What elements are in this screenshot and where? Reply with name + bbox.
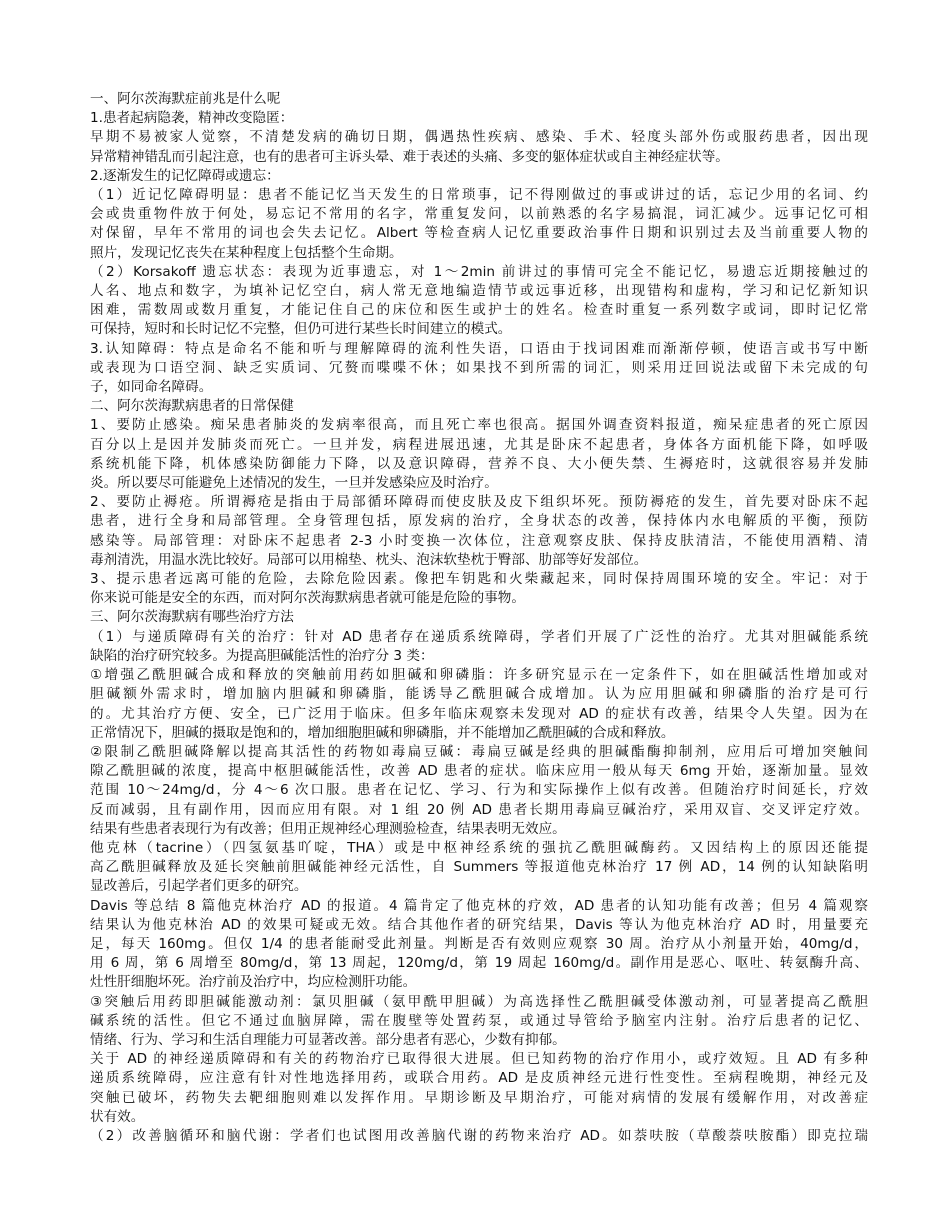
text-line: 突触已破坏，药物失去靶细胞则难以发挥作用。早期诊断及早期治疗，可能对病情的发展有缓解作用，对改善症 xyxy=(90,1089,868,1106)
text-line: 3、提示患者远离可能的危险，去除危险因素。像把车钥匙和火柴藏起来，同时保持周围环境的安全。牢记：对于 xyxy=(90,571,868,588)
text-line: 状有效。 xyxy=(90,1108,145,1125)
text-line: （2）Korsakoff 遗忘状态：表现为近事遗忘，对 1～2min 前讲过的事情可完全不能记忆，易遗忘近期接触过的 xyxy=(90,263,868,280)
text-line: 可保持，短时和长时记忆不完整，但仍可进行某些长时间建立的模式。 xyxy=(90,321,512,338)
text-line: ③突触后用药即胆碱能激动剂：氯贝胆碱（氨甲酰甲胆碱）为高选择性乙酰胆碱受体激动剂，可显著提高乙酰胆 xyxy=(90,993,868,1010)
text-line: 1.患者起病隐袭，精神改变隐匿： xyxy=(90,110,294,127)
text-line: 困难，需数周或数月重复，才能记住自己的床位和医生或护士的姓名。检查时重复一系列数字或词，即时记忆常 xyxy=(90,302,868,319)
text-line: 结果认为他克林治 AD 的效果可疑或无效。结合其他作者的研究结果，Davis 等认为他克林治疗 AD 时，用量要充 xyxy=(90,916,868,933)
text-line: 胆碱额外需求时，增加脑内胆碱和卵磷脂，能诱导乙酰胆碱合成增加。认为应用胆碱和卵磷脂的治疗是可行 xyxy=(90,686,868,703)
text-line: 递质系统障碍，应注意有针对性地选择用药，或联合用药。AD 是皮质神经元进行性变性。至病程晚期，神经元及 xyxy=(90,1070,868,1087)
text-line: 早期不易被家人觉察，不清楚发病的确切日期，偶遇热性疾病、感染、手术、轻度头部外伤或服药患者，因出现 xyxy=(90,129,868,146)
text-line: 3.认知障碍：特点是命名不能和听与理解障碍的流利性失语，口语由于找词困难而渐渐停顿，使语言或书写中断 xyxy=(90,340,868,357)
text-line: 关于 AD 的神经递质障碍和有关的药物治疗已取得很大进展。但已知药物的治疗作用小，或疗效短。且 AD 有多种 xyxy=(90,1051,868,1068)
text-line: 感染等。局部管理：对卧床不起患者 2-3 小时变换一次体位，注意观察皮肤、保持皮肤清洁，不能使用酒精、清 xyxy=(90,532,868,549)
text-line: ①增强乙酰胆碱合成和释放的突触前用药如胆碱和卵磷脂：许多研究显示在一定条件下，如在胆碱活性增加或对 xyxy=(90,667,868,684)
text-line: 2、要防止褥疮。所谓褥疮是指由于局部循环障碍而使皮肤及皮下组织坏死。预防褥疮的发生，首先要对卧床不起 xyxy=(90,494,868,511)
text-line: 足，每天 160mg。但仅 1/4 的患者能耐受此剂量。判断是否有效则应观察 30 周。治疗从小剂量开始，40mg/d， xyxy=(90,935,868,952)
text-line: Davis 等总结 8 篇他克林治疗 AD 的报道。4 篇肯定了他克林的疗效，AD 患者的认知功能有改善；但另 4 篇观察 xyxy=(90,897,868,914)
text-line: 患者，进行全身和局部管理。全身管理包括，原发病的治疗，全身状态的改善，保持体内水电解质的平衡，预防 xyxy=(90,513,868,530)
text-line: ②限制乙酰胆碱降解以提高其活性的药物如毒扁豆碱：毒扁豆碱是经典的胆碱酯酶抑制剂，应用后可增加突触间 xyxy=(90,743,868,760)
text-line: 或表现为口语空洞、缺乏实质词、冗赘而喋喋不休；如果找不到所需的词汇，则采用迂回说法或留下未完成的句 xyxy=(90,359,868,376)
text-line: 结果有些患者表现行为有改善；但用正规神经心理测验检查，结果表明无效应。 xyxy=(90,820,566,837)
text-line: 1、要防止感染。痴呆患者肺炎的发病率很高，而且死亡率也很高。据国外调查资料报道，痴呆症患者的死亡原因 xyxy=(90,417,868,434)
text-line: 二、阿尔茨海默病患者的日常保健 xyxy=(90,398,294,415)
text-line: 高乙酰胆碱释放及延长突触前胆碱能神经元活性，自 Summers 等报道他克林治疗 17 例 AD，14 例的认知缺陷明 xyxy=(90,859,868,876)
text-line: 会或贵重物件放于何处，易忘记不常用的名字，常重复发问，以前熟悉的名字易搞混，词汇减少。远事记忆可相 xyxy=(90,206,868,223)
text-line: 情绪、行为、学习和生活自理能力可显著改善。部分患者有恶心，少数有抑郁。 xyxy=(90,1031,566,1048)
text-line: 子，如同命名障碍。 xyxy=(90,379,213,396)
text-line: 三、阿尔茨海默病有哪些治疗方法 xyxy=(90,609,294,626)
text-line: 正常情况下，胆碱的摄取是饱和的，增加细胞胆碱和卵磷脂，并不能增加乙酰胆碱的合成和释放。 xyxy=(90,724,675,741)
text-line: 异常精神错乱而引起注意，也有的患者可主诉头晕、难于表述的头痛、多变的躯体症状或自主神经症状等。 xyxy=(90,148,729,165)
text-line: 隙乙酰胆碱的浓度，提高中枢胆碱能活性，改善 AD 患者的症状。临床应用一般从每天 6mg 开始，逐渐加量。显效 xyxy=(90,763,868,780)
text-line: 人名、地点和数字，为填补记忆空白，病人常无意地编造情节或远事近移，出现错构和虚构，学习和记忆新知识 xyxy=(90,283,868,300)
text-line: 用 6 周，第 6 周增至 80mg/d，第 13 周起，120mg/d，第 19 周起 160mg/d。副作用是恶心、呕吐、转氨酶升高、 xyxy=(90,955,868,972)
text-line: 灶性肝细胞坏死。治疗前及治疗中，均应检测肝功能。 xyxy=(90,974,417,991)
text-line: 照片，发现记忆丧失在某种程度上包括整个生命期。 xyxy=(90,244,403,261)
text-line: （1）与递质障碍有关的治疗：针对 AD 患者存在递质系统障碍，学者们开展了广泛性的治疗。尤其对胆碱能系统 xyxy=(90,628,868,645)
text-line: 系统机能下降，机体感染防御能力下降，以及意识障碍，营养不良、大小便失禁、生褥疮时，这就很容易并发肺 xyxy=(90,455,868,472)
text-line: 范围 10～24mg/d，分 4～6 次口服。患者在记忆、学习、行为和实际操作上似有改善。但随治疗时间延长，疗效 xyxy=(90,782,868,799)
text-line: 碱系统的活性。但它不通过血脑屏障，需在腹壁等处置药泵，或通过导管给予脑室内注射。治疗后患者的记忆、 xyxy=(90,1012,868,1029)
text-line: （2）改善脑循环和脑代谢：学者们也试图用改善脑代谢的药物来治疗 AD。如萘呋胺（草酸萘呋胺酯）即克拉瑞 xyxy=(90,1127,868,1144)
text-line: 百分以上是因并发肺炎而死亡。一旦并发，病程进展迅速，尤其是卧床不起患者，身体各方面机能下降，如呼吸 xyxy=(90,436,868,453)
text-line: （1）近记忆障碍明显：患者不能记忆当天发生的日常琐事，记不得刚做过的事或讲过的话，忘记少用的名词、约 xyxy=(90,187,868,204)
text-line: 毒剂清洗，用温水洗比较好。局部可以用棉垫、枕头、泡沫软垫枕于臀部、肋部等好发部位。 xyxy=(90,551,648,568)
text-line: 2.逐渐发生的记忆障碍或遗忘： xyxy=(90,167,280,184)
text-line: 的。尤其治疗方便、安全，已广泛用于临床。但多年临床观察未发现对 AD 的症状有改善，结果令人失望。因为在 xyxy=(90,705,868,722)
text-line: 一、阿尔茨海默症前兆是什么呢 xyxy=(90,91,281,107)
text-line: 你来说可能是安全的东西，而对阿尔茨海默病患者就可能是危险的事物。 xyxy=(90,590,525,607)
text-line: 他克林（tacrine）（四氢氨基吖啶，THA）或是中枢神经系统的强抗乙酰胆碱酶药。又因结构上的原因还能提 xyxy=(90,839,868,856)
document-page xyxy=(90,90,868,1146)
text-line: 缺陷的治疗研究较多。为提高胆碱能活性的治疗分 3 类： xyxy=(90,647,434,664)
text-line: 反而减弱，且有副作用，因而应用有限。对 1 组 20 例 AD 患者长期用毒扁豆碱治疗，采用双盲、交叉评定疗效。 xyxy=(90,801,868,818)
text-line: 对保留，早年不常用的词也会失去记忆。Albert 等检查病人记忆重要政治事件日期和识别过去及当前重要人物的 xyxy=(90,225,868,242)
text-line: 显改善后，引起学者们更多的研究。 xyxy=(90,878,308,895)
text-line: 炎。所以要尽可能避免上述情况的发生，一旦并发感染应及时治疗。 xyxy=(90,475,498,492)
